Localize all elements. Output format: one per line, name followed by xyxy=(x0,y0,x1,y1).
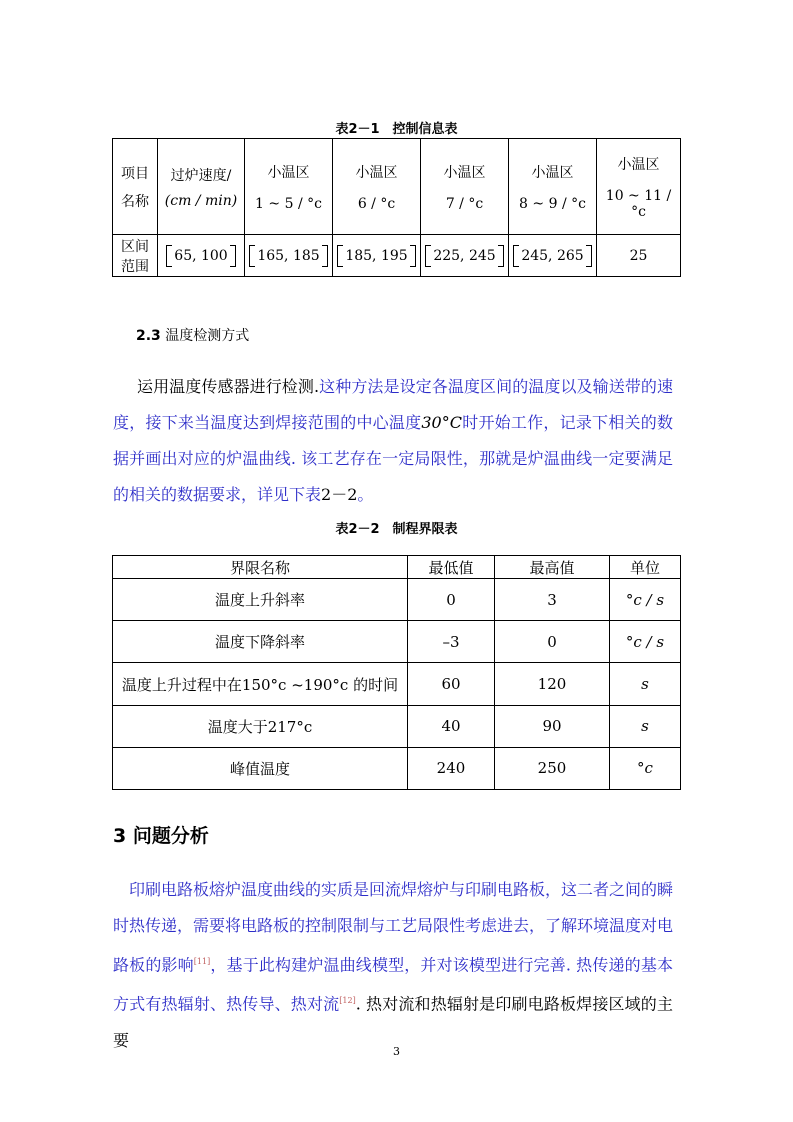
header-item-line2: 名称 xyxy=(121,193,149,210)
zone-name: 小温区 xyxy=(443,164,486,181)
table1-caption: 表2－1 控制信息表 xyxy=(335,122,458,137)
para1-lead-text: 运用温度传感器进行检测. xyxy=(137,377,320,396)
limit-max: 120 xyxy=(495,663,610,705)
detection-paragraph xyxy=(113,369,673,513)
citation-11: [11] xyxy=(193,957,211,966)
table1-cell-zone1 xyxy=(245,235,333,277)
para2-text-3: . 热对流和热辐射是印刷电路板焊接区域的主要 xyxy=(113,994,673,1050)
analysis-paragraph xyxy=(113,872,673,1059)
header-item-line1: 项目 xyxy=(121,165,149,182)
limit-min: 0 xyxy=(408,579,495,621)
interval-value: 225, 245 xyxy=(433,247,496,264)
limit-name: 峰值温度 xyxy=(113,747,408,789)
zone-name: 小温区 xyxy=(267,164,310,181)
table1-cell-zone5: 25 xyxy=(597,235,681,277)
zone-name: 小温区 xyxy=(617,156,660,173)
limit-unit: °c / s xyxy=(610,621,681,663)
limit-name: 温度上升过程中在150°c ~190°c 的时间 xyxy=(113,663,408,705)
control-info-table xyxy=(112,138,681,277)
limit-max: 250 xyxy=(495,747,610,789)
process-limit-table xyxy=(112,555,681,790)
limit-max: 90 xyxy=(495,705,610,747)
table-row xyxy=(113,621,681,663)
page-number: 3 xyxy=(393,1045,400,1058)
citation-12: [12] xyxy=(339,996,356,1006)
limit-unit: s xyxy=(610,705,681,747)
interval-value: 165, 185 xyxy=(257,247,320,264)
section-title: 温度检测方式 xyxy=(165,328,250,344)
para1-body-text: 这种方法是设定各温度区间的温度以及输送带的速度，接下来当温度达到焊接范围的中心温度 xyxy=(113,377,673,432)
zone-range: 10 ~ 11 / °c xyxy=(605,187,672,220)
interval-value: 185, 195 xyxy=(345,247,408,264)
para2-text-1: 印刷电路板熔炉温度曲线的实质是回流焊熔炉与印刷电路板，这二者之间的瞬时热传递，需要将电路板的控制限制与工艺局限性考虑进去，了解环境温度对电路板的影响 xyxy=(113,880,674,975)
table-row xyxy=(113,663,681,705)
zone-name: 小温区 xyxy=(355,164,398,181)
table2-caption: 表2－2 制程界限表 xyxy=(335,522,458,537)
table1-header-zone4 xyxy=(509,139,597,235)
table2-header-min: 最低值 xyxy=(408,556,495,579)
table2-header-max: 最高值 xyxy=(495,556,610,579)
table2-header-name: 界限名称 xyxy=(113,556,408,579)
zone-name: 小温区 xyxy=(531,164,574,181)
table1-cell-zone2 xyxy=(333,235,421,277)
limit-unit: °c xyxy=(610,747,681,789)
header-speed-line1: 过炉速度/ xyxy=(170,167,232,184)
table1-header-speed xyxy=(158,139,245,235)
table1-header-zone3 xyxy=(421,139,509,235)
para1-body-text-2: 时开始工作，记录下相关的数据并画出对应的炉温曲线. 该工艺存在一定局限性，那就是炉温曲线一定要满足的相关的数据要求，详见下表 xyxy=(113,413,673,504)
row-label-line1: 区间 xyxy=(121,238,149,255)
zone-range: 7 / °c xyxy=(445,195,484,212)
limit-name: 温度下降斜率 xyxy=(113,621,408,663)
limit-name: 温度上升斜率 xyxy=(113,579,408,621)
table2-header-unit: 单位 xyxy=(610,556,681,579)
table-row xyxy=(113,579,681,621)
section-2-3-heading xyxy=(136,325,249,345)
limit-max: 0 xyxy=(495,621,610,663)
table1-header-item xyxy=(113,139,158,235)
header-speed-line2: (cm / min) xyxy=(164,192,238,209)
limit-min: 240 xyxy=(408,747,495,789)
limit-unit: s xyxy=(610,663,681,705)
limit-min: 40 xyxy=(408,705,495,747)
table1-header-zone1 xyxy=(245,139,333,235)
table1-header-zone5 xyxy=(597,139,681,235)
row-label-line2: 范围 xyxy=(121,258,149,275)
para1-table-ref: 2－2 xyxy=(321,485,358,504)
para2-text-2: ，基于此构建炉温曲线模型，并对该模型进行完善. 热传递的基本方式有热辐射、热传导、热对流 xyxy=(113,955,673,1014)
table1-cell-speed xyxy=(158,235,245,277)
table1-row-label xyxy=(113,235,158,277)
table1-header-zone2 xyxy=(333,139,421,235)
limit-unit: °c / s xyxy=(610,579,681,621)
table1-cell-zone3 xyxy=(421,235,509,277)
section-number: 2.3 xyxy=(136,328,161,344)
table-row xyxy=(113,705,681,747)
limit-name: 温度大于217°c xyxy=(113,705,408,747)
table1-cell-zone4 xyxy=(509,235,597,277)
limit-max: 3 xyxy=(495,579,610,621)
para1-temperature: 30°C xyxy=(421,413,462,432)
zone-range: 8 ~ 9 / °c xyxy=(519,195,586,212)
table-row xyxy=(113,747,681,789)
zone-range: 1 ~ 5 / °c xyxy=(255,195,322,212)
limit-min: 60 xyxy=(408,663,495,705)
para1-end: 。 xyxy=(357,485,374,504)
limit-min: –3 xyxy=(408,621,495,663)
interval-value: 65, 100 xyxy=(174,247,228,264)
zone-range: 6 / °c xyxy=(357,195,396,212)
interval-value: 245, 265 xyxy=(521,247,584,264)
section-3-heading: 3 问题分析 xyxy=(113,825,209,847)
